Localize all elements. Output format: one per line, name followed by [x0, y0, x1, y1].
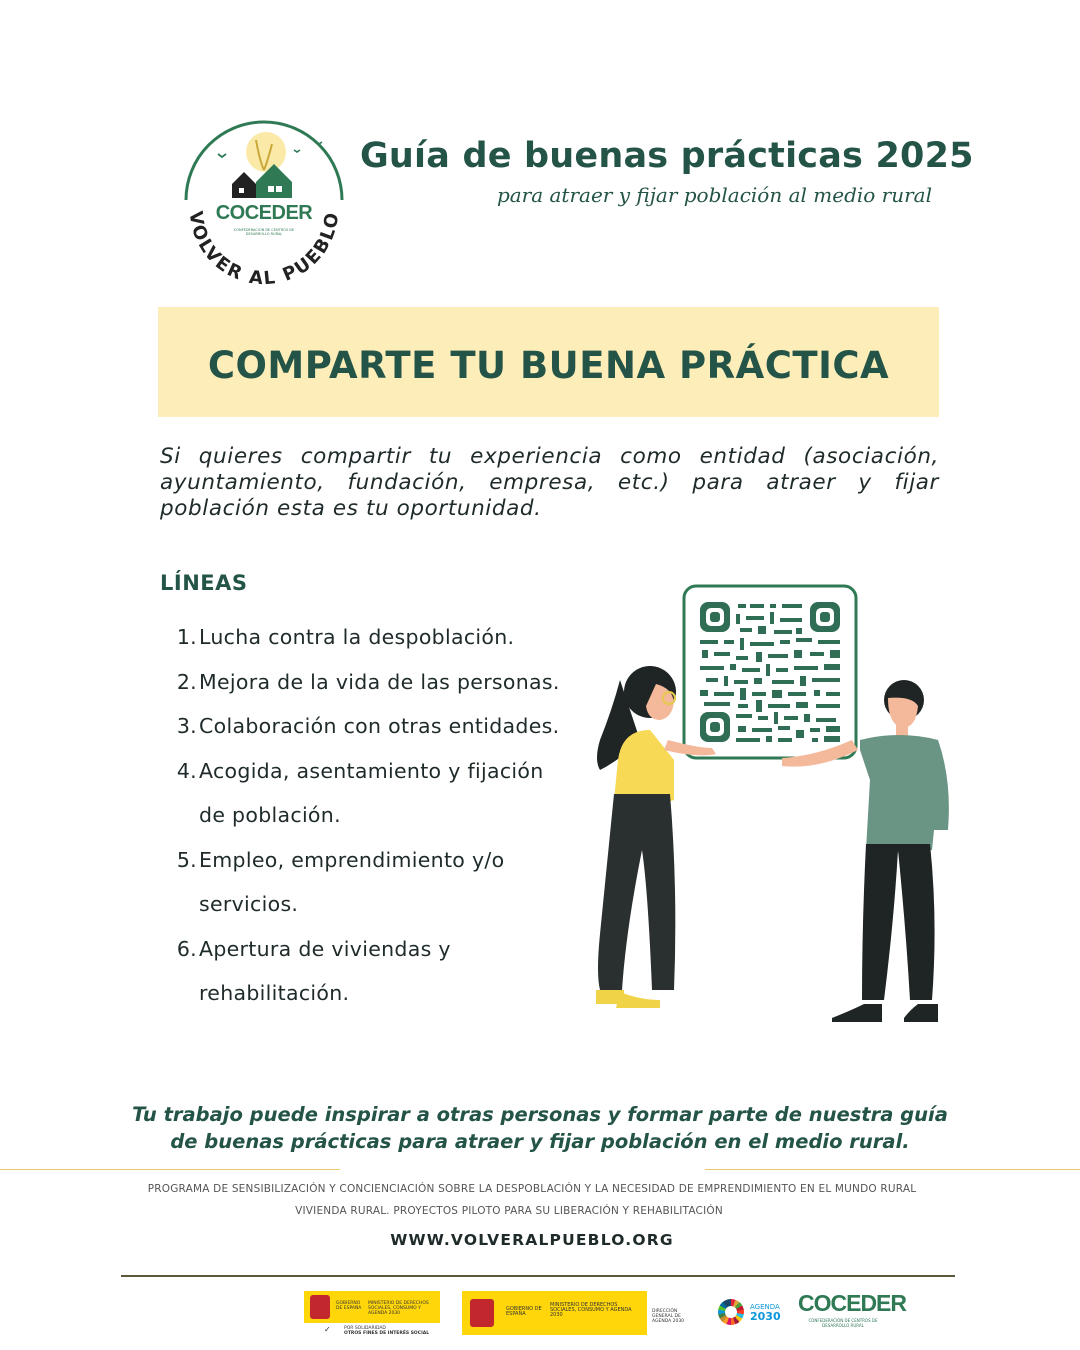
intro-paragraph: Si quieres compartir tu experiencia como entidad (asociación, ayuntamiento, fundación, empresa, etc.) para atraer y fijar población esta es tu oportunidad. — [160, 444, 939, 521]
list-item — [160, 927, 590, 972]
list-text: servicios. — [199, 892, 299, 916]
logo-brand-subtext: CONFEDERACIÓN DE CENTROS DE DESARROLLO RURAL — [233, 228, 295, 236]
coceder-logo: COCEDER CONFEDERACIÓN DE CENTROS DE DESARROLLO RURAL — [798, 1290, 907, 1328]
list-text: Colaboración con otras entidades. — [199, 714, 560, 738]
list-number: 3. — [176, 714, 197, 738]
people-qr-illustration — [560, 580, 960, 1030]
list-number: 1. — [176, 625, 197, 649]
list-text: Empleo, emprendimiento y/o — [199, 847, 505, 872]
list-text: Lucha contra la despoblación. — [199, 625, 515, 649]
list-number: 6. — [176, 936, 197, 961]
sponsor-gobierno-solidaridad: GOBIERNO DE ESPAÑA MINISTERIO DE DERECHOS SOCIALES, CONSUMO Y AGENDA 2030 POR SOLIDARIDAD OTROS FINES DE INTERÉS SOCIAL ✓ — [304, 1291, 440, 1337]
list-item — [160, 838, 590, 883]
list-number: 5. — [176, 847, 197, 872]
coat-of-arms-icon — [470, 1299, 494, 1327]
svg-text:VOLVER AL PUEBLO: VOLVER AL PUEBLO — [184, 209, 344, 288]
list-item — [160, 749, 590, 794]
list-item-continuation — [160, 882, 590, 927]
sponsor-gobierno-agenda: GOBIERNO DE ESPAÑA MINISTERIO DE DERECHOS SOCIALES, CONSUMO Y AGENDA 2030 DIRECCIÓN GENERAL DE AGENDA 2030 — [462, 1291, 700, 1335]
program-line-1: PROGRAMA DE SENSIBILIZACIÓN Y CONCIENCIACIÓN SOBRE LA DESPOBLACIÓN Y LA NECESIDAD DE EMPRENDIMIENTO EN EL MUNDO RURAL — [147, 1183, 917, 1195]
list-item-continuation — [160, 971, 590, 1016]
qr-code[interactable] — [684, 586, 856, 758]
list-item — [160, 704, 590, 749]
list-number: 2. — [176, 669, 197, 694]
volver-al-pueblo-logo — [176, 112, 352, 288]
logo-brand-text: COCEDER — [215, 202, 313, 224]
agenda-2030-logo: AGENDA 2030 — [716, 1297, 788, 1331]
lines-heading: LÍNEAS — [160, 571, 248, 595]
closing-message: Tu trabajo puede inspirar a otras personas y formar parte de nuestra guía de buenas prácticas para atraer y fijar población en el medio rural. — [132, 1103, 948, 1153]
footer-divider — [121, 1275, 955, 1277]
guide-subtitle: para atraer y fijar población al medio rural — [496, 183, 932, 207]
list-text: Mejora de la vida de las personas. — [199, 669, 560, 694]
banner — [158, 307, 939, 417]
list-text: Acogida, asentamiento y fijación — [199, 758, 544, 783]
check-icon: ✓ — [324, 1325, 331, 1334]
list-item-continuation — [160, 793, 590, 838]
list-text: de población. — [199, 803, 341, 827]
list-text: Apertura de viviendas y — [199, 936, 451, 961]
footer-divider-right — [705, 1169, 1080, 1170]
list-item — [160, 660, 590, 705]
coat-of-arms-icon — [310, 1295, 330, 1319]
list-text: rehabilitación. — [199, 981, 350, 1005]
website-link[interactable]: WWW.VOLVERALPUEBLO.ORG — [390, 1231, 674, 1249]
banner-title: COMPARTE TU BUENA PRÁCTICA — [207, 344, 890, 387]
program-line-2: VIVIENDA RURAL. PROYECTOS PILOTO PARA SU LIBERACIÓN Y REHABILITACIÓN — [295, 1205, 723, 1217]
lines-list — [160, 615, 590, 1016]
list-item — [160, 615, 590, 660]
list-number: 4. — [176, 758, 197, 783]
footer-divider-left — [0, 1169, 340, 1170]
guide-title: Guía de buenas prácticas 2025 — [360, 136, 974, 176]
